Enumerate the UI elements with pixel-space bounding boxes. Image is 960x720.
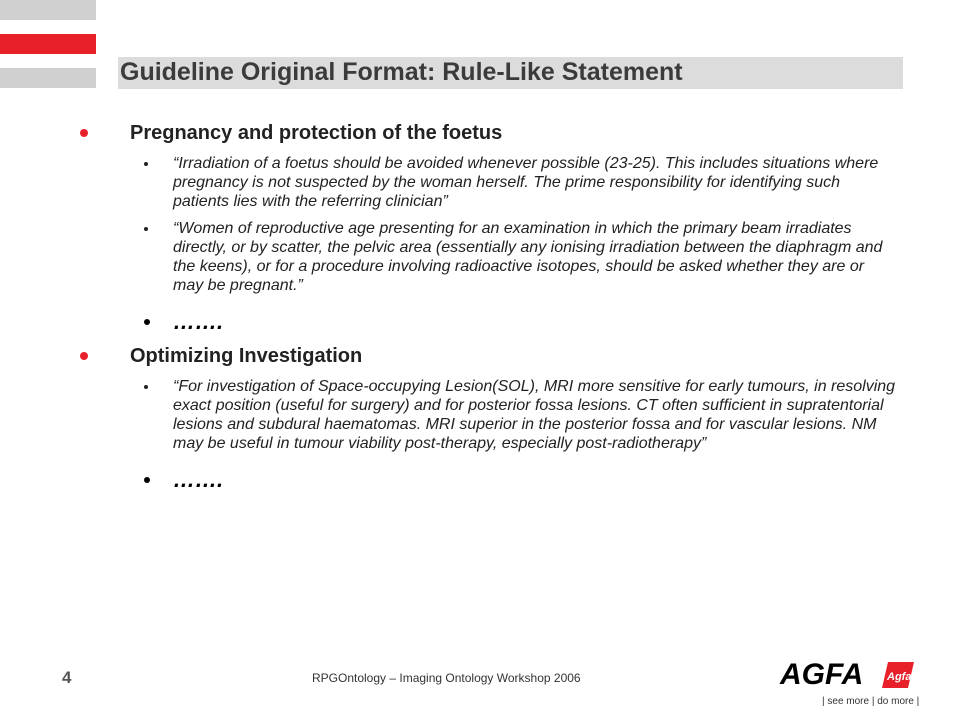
bullet-icon (144, 319, 150, 325)
logo-badge-icon (882, 662, 914, 688)
section-heading-pregnancy (78, 120, 918, 146)
footer-text: RPGOntology – Imaging Ontology Workshop 2006 (312, 671, 581, 685)
decor-bar-bottom (0, 68, 96, 88)
bullet-icon (144, 385, 148, 389)
section-heading-optimizing (78, 343, 918, 369)
logo-badge-text: Agfa (887, 671, 912, 683)
list-item (78, 219, 918, 295)
red-bullet-icon (80, 129, 88, 137)
agfa-logo (776, 654, 944, 710)
logo-tagline: | see more | do more | (822, 696, 920, 707)
decor-bar-top (0, 0, 96, 20)
logo-brand-text: AGFA (780, 658, 864, 691)
ellipsis-text: ……. (173, 467, 224, 492)
slide-title: Guideline Original Format: Rule-Like Statement (120, 58, 683, 86)
list-item-text: “For investigation of Space-occupying Lesion(SOL), MRI more sensitive for early tumours, in resolving exact position (useful for surgery) and for posterior fossa lesions. CT often sufficient in supratentorial lesions and subdural haematomas. MRI superior in the posterior fossa and for vascular lesions. NM may be useful in tumour viability post-therapy, especially post-radiotherapy” (173, 378, 896, 452)
ellipsis-item (78, 309, 918, 335)
section-heading-text: Optimizing Investigation (130, 345, 363, 367)
bullet-icon (144, 227, 148, 231)
list-item (78, 154, 918, 211)
ellipsis-text: ……. (173, 309, 224, 334)
list-item-text: “Women of reproductive age presenting for an examination in which the primary beam irradiates directly, or by scatter, the pelvic area (essentially any ionising irradiation between the diaphragm and the keens), or for a procedure involving radioactive isotopes, should be asked whether they are or may be pregnant.” (173, 220, 883, 294)
decor-bar-red (0, 34, 96, 54)
bullet-icon (144, 162, 148, 166)
list-item-text: “Irradiation of a foetus should be avoided whenever possible (23-25). This includes situations where pregnancy is not suspected by the woman herself. The prime responsibility for identifying such patients lies with the referring clinician” (173, 155, 879, 210)
ellipsis-item (78, 467, 918, 493)
list-item (78, 377, 918, 453)
page-number: 4 (62, 668, 72, 687)
section-heading-text: Pregnancy and protection of the foetus (130, 122, 503, 144)
slide-content (78, 120, 918, 493)
bullet-icon (144, 477, 150, 483)
red-bullet-icon (80, 352, 88, 360)
